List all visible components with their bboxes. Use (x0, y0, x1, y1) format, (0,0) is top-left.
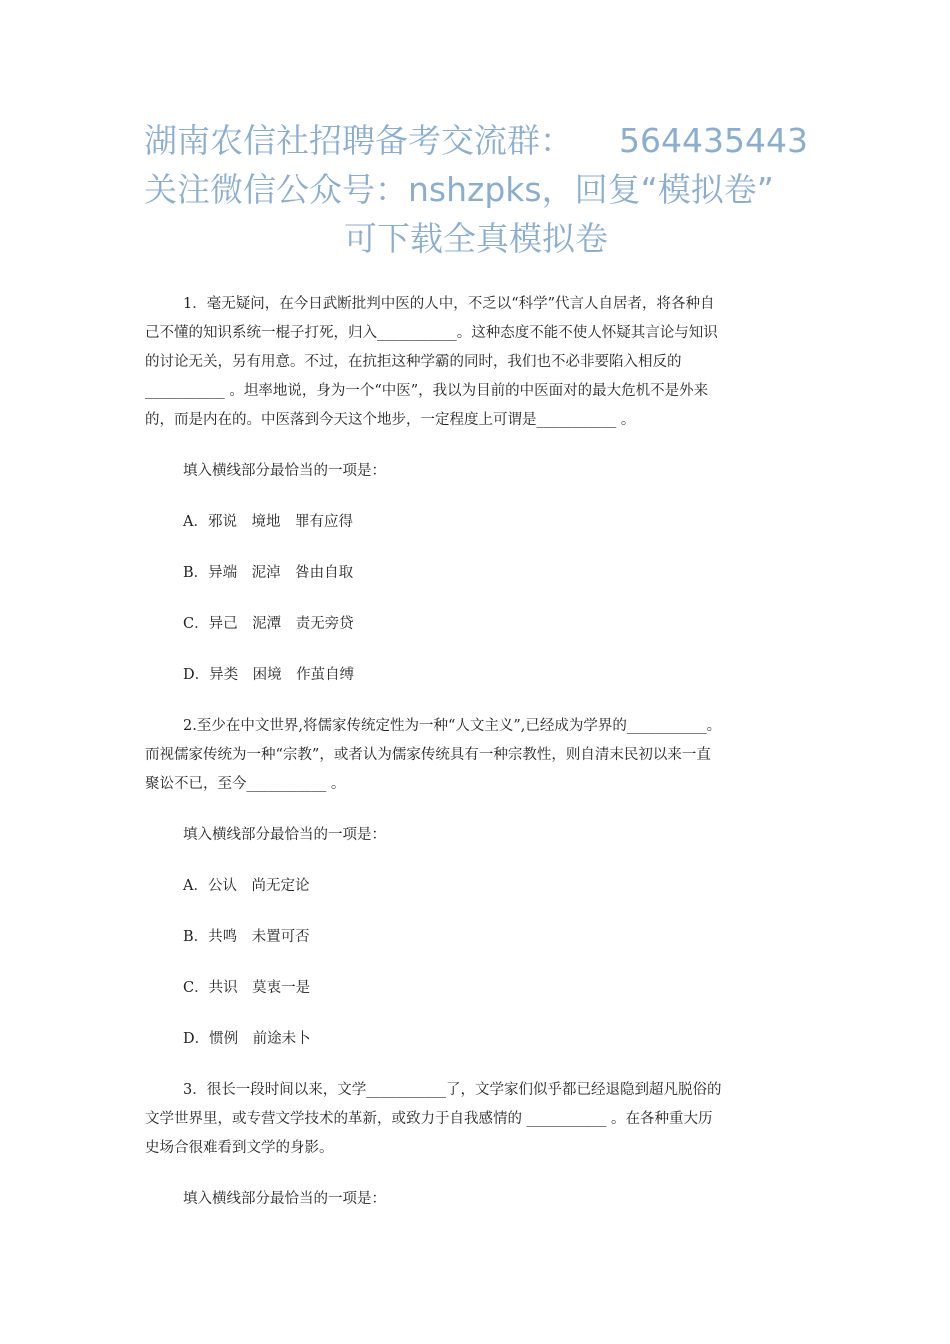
document-body (145, 290, 807, 1214)
option-b: B．异端 泥淖 咎由自取 (183, 565, 354, 581)
option-b: B．共鸣 未置可否 (183, 929, 310, 945)
document-header (144, 116, 808, 263)
option-d: D．异类 困境 作茧自缚 (183, 667, 355, 683)
question-prompt: 填入横线部分最恰当的一项是： (183, 463, 386, 479)
question-stem: 2.至少在中文世界,将儒家传统定性为一种“人文主义”,已经成为学界的___________。 而视儒家传统为一种“宗教”，或者认为儒家传统具有一种宗教性，则自清末民初以来一直 聚讼不已，至今___________ 。 (145, 718, 722, 792)
option-a: A．邪说 境地 罪有应得 (183, 514, 353, 530)
header-line-3: 可下载全真模拟卷 (344, 219, 608, 258)
question-stem: 1．毫无疑问，在今日武断批判中医的人中，不乏以“科学”代言人自居者，将各种自 己不懂的知识系统一棍子打死，归入___________。这种态度不能不使人怀疑其言论与知识 的讨论无关，另有用意。不过，在抗拒这种学霸的同时，我们也不必非要陷入相反的 ___________ 。坦率地说，身为一个“中医”，我以为目前的中医面对的最大危机不是外来 的，而是内在的。中医落到今天这个地步，一定程度上可谓是___________ 。 (145, 296, 718, 428)
option-c: C．共识 莫衷一是 (183, 980, 311, 996)
question-prompt: 填入横线部分最恰当的一项是： (183, 1191, 386, 1207)
question-1 (145, 290, 807, 690)
option-d: D．惯例 前途未卜 (183, 1031, 311, 1047)
header-group-label: 湖南农信社招聘备考交流群： (144, 121, 573, 160)
header-line-1 (144, 116, 808, 165)
question-3 (145, 1076, 807, 1214)
header-group-number: 564435443 (619, 121, 808, 160)
question-prompt: 填入横线部分最恰当的一项是： (183, 827, 386, 843)
question-stem: 3．很长一段时间以来，文学___________了，文学家们似乎都已经退隐到超凡脱俗的 文学世界里，或专营文学技术的革新，或致力于自我感情的 ___________ 。在各种重大历 史场合很难看到文学的身影。 (145, 1082, 722, 1156)
header-line-2: 关注微信公众号：nshzpks，回复“模拟卷” (144, 170, 774, 209)
option-c: C．异己 泥潭 责无旁贷 (183, 616, 354, 632)
question-2 (145, 712, 807, 1054)
option-a: A．公认 尚无定论 (183, 878, 310, 894)
